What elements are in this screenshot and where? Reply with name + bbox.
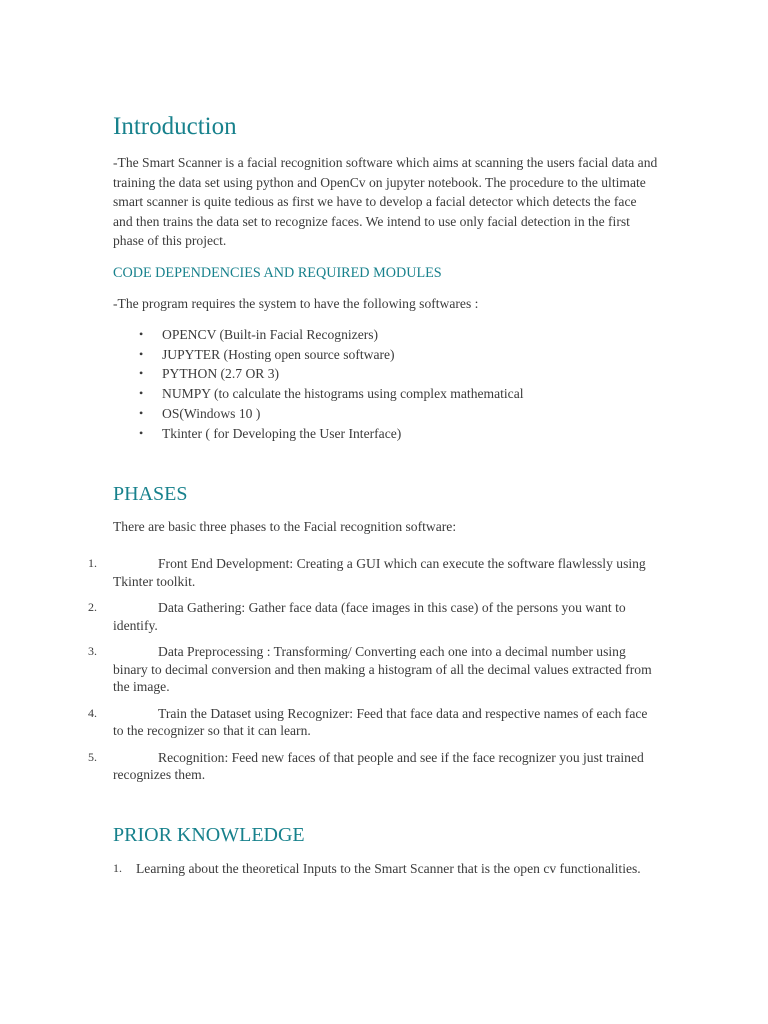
list-item-text: OS(Windows 10 ) <box>162 405 261 421</box>
list-number: 3. <box>88 644 97 658</box>
list-item-text: OPENCV (Built-in Facial Recognizers) <box>162 327 379 342</box>
bullet-icon: • <box>139 327 144 341</box>
phase-title: Train the Dataset using Recognizer: <box>158 705 354 721</box>
list-item-text: Learning about the theoretical Inputs to the Smart Scanner that is the open cv functionalities. <box>136 861 641 876</box>
list-item <box>113 364 524 384</box>
list-number: 1. <box>113 861 122 875</box>
list-item-text: Tkinter ( for Developing the User Interface) <box>162 425 402 441</box>
list-item <box>113 404 524 424</box>
phase-text: Feed that face data and respective names of each face to the recognizer so that it can learn. <box>113 705 648 738</box>
phases-heading: PHASES <box>113 483 188 505</box>
list-item <box>113 424 524 444</box>
bullet-icon: • <box>139 386 144 401</box>
list-number: 5. <box>88 749 97 764</box>
dependencies-list <box>113 325 524 443</box>
phases-list <box>88 555 658 793</box>
list-item <box>113 325 524 345</box>
phase-text: Gather face data (face images in this case) of the persons you want to identify. <box>113 600 626 633</box>
list-item-text: JUPYTER (Hosting open source software) <box>162 346 395 362</box>
list-number: 4. <box>88 705 97 720</box>
phase-text: Creating a GUI which can execute the software flawlessly using Tkinter toolkit. <box>113 556 646 589</box>
phase-title: Recognition: <box>158 749 229 765</box>
phase-title: Data Gathering: <box>158 600 246 615</box>
list-number: 1. <box>88 556 97 570</box>
list-item <box>88 705 658 740</box>
list-item <box>88 749 658 784</box>
introduction-heading: Introduction <box>113 113 237 140</box>
dependencies-heading: CODE DEPENDENCIES AND REQUIRED MODULES <box>113 265 442 281</box>
prior-knowledge-heading: PRIOR KNOWLEDGE <box>113 824 305 846</box>
phase-title: Front End Development: <box>158 556 294 571</box>
list-item <box>113 345 524 365</box>
bullet-icon: • <box>139 366 144 381</box>
phase-text: Transforming/ Converting each one into a decimal number using binary to decimal conversion and then making a histogram of all the decimal values extracted from the image. <box>113 644 652 694</box>
list-item-text: PYTHON (2.7 OR 3) <box>162 366 280 382</box>
introduction-paragraph: -The Smart Scanner is a facial recognition software which aims at scanning the users facial data and training the data set using python and OpenCv on jupyter notebook. The procedure to the ultimate smart scanner is quite tedious as first we have to develop a facial detector which detects the face and then trains the data set to recognize faces. We intend to use only facial detection in the first phase of this project. <box>113 155 658 248</box>
list-number: 2. <box>88 600 97 614</box>
phases-intro: There are basic three phases to the Facial recognition software: <box>113 519 457 534</box>
list-item <box>113 859 658 879</box>
dependencies-paragraph: -The program requires the system to have the following softwares : <box>113 296 479 311</box>
prior-knowledge-list <box>113 859 658 879</box>
bullet-icon: • <box>139 405 144 420</box>
list-item <box>113 384 524 404</box>
list-item <box>88 599 658 634</box>
list-item <box>88 643 658 696</box>
list-item-text: NUMPY (to calculate the histograms using complex mathematical <box>162 386 524 402</box>
bullet-icon: • <box>139 425 144 440</box>
phase-text: Feed new faces of that people and see if the face recognizer you just trained recognizes them. <box>113 749 644 782</box>
bullet-icon: • <box>139 346 144 361</box>
phase-title: Data Preprocessing : <box>158 644 271 659</box>
list-item <box>88 555 658 590</box>
